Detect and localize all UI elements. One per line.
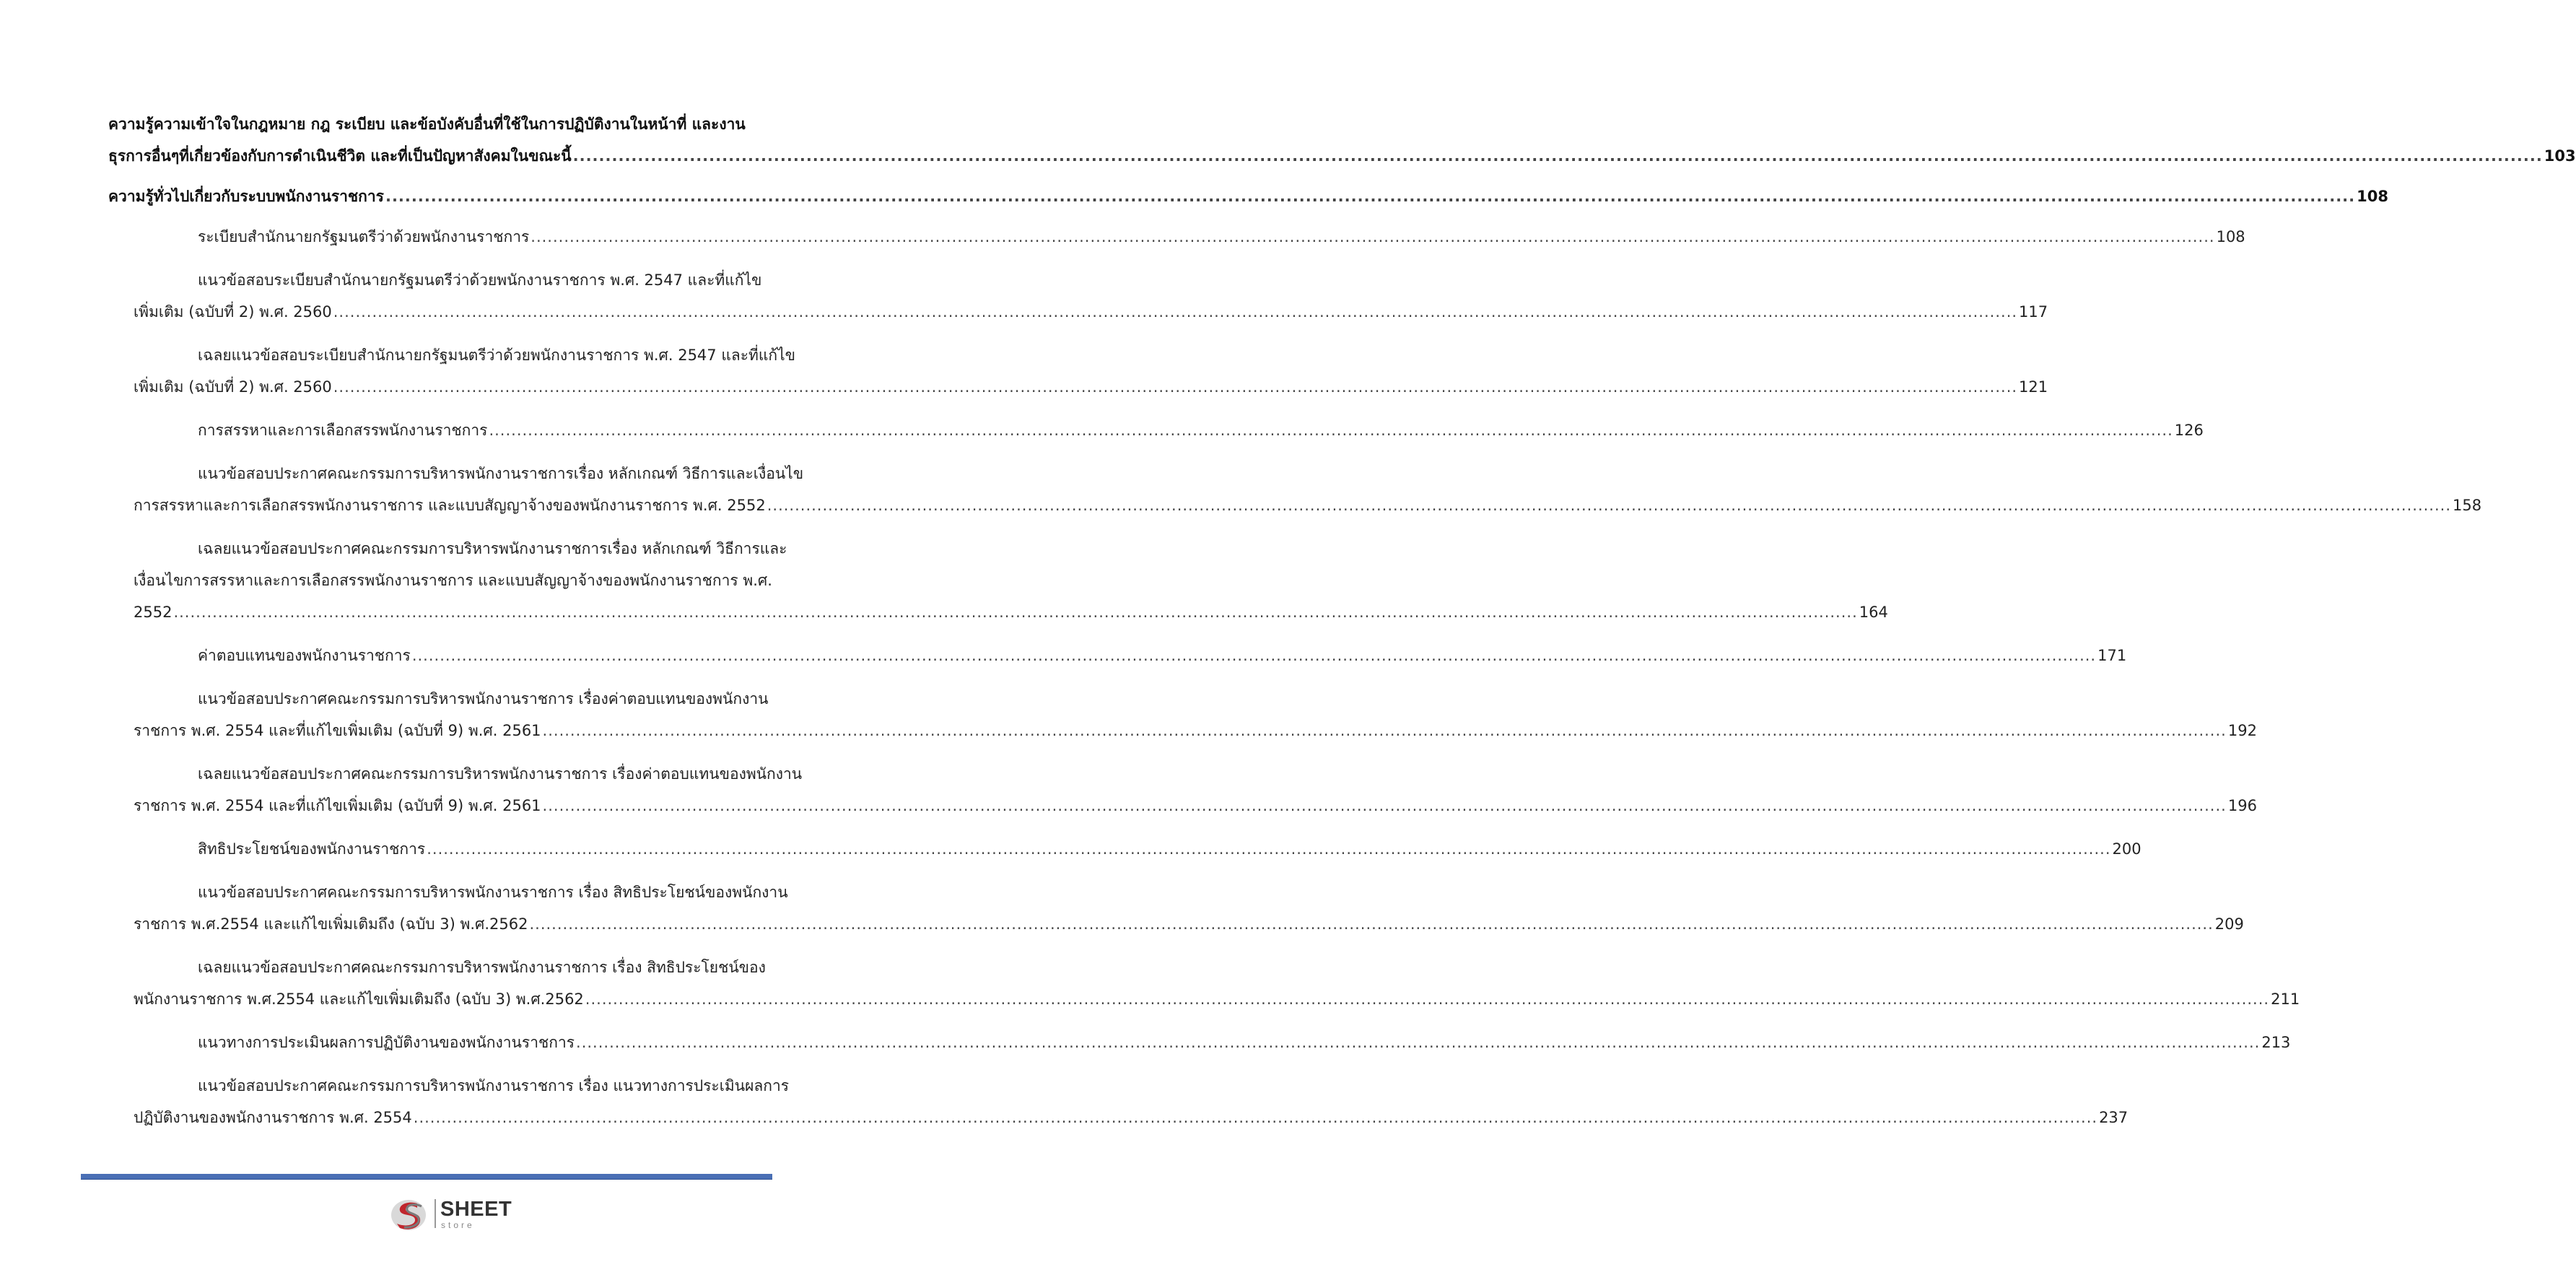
toc-entry[interactable] bbox=[108, 952, 2300, 1015]
toc-entry-text: ราชการ พ.ศ. 2554 และที่แก้ไขเพิ่มเติม (ฉบับที่ 9) พ.ศ. 2561 bbox=[134, 797, 541, 814]
toc-entry-text: แนวข้อสอบประกาศคณะกรรมการบริหารพนักงานราชการ เรื่อง แนวทางการประเมินผลการ bbox=[198, 1077, 790, 1094]
toc-entry[interactable] bbox=[108, 533, 1888, 628]
toc-entry-text: ราชการ พ.ศ. 2554 และที่แก้ไขเพิ่มเติม (ฉบับที่ 9) พ.ศ. 2561 bbox=[134, 722, 541, 739]
toc-entry-text: ราชการ พ.ศ.2554 และแก้ไขเพิ่มเติมถึง (ฉบับ 3) พ.ศ.2562 bbox=[134, 915, 528, 933]
toc-page-number: 213 bbox=[2261, 1034, 2291, 1051]
toc-page-number: 108 bbox=[2216, 228, 2245, 245]
toc-entry-text: ธุรการอื่นๆที่เกี่ยวข้องกับการดำเนินชีวิต และที่เป็นปัญหาสังคมในขณะนี้ bbox=[108, 147, 572, 165]
toc-page-number: 108 bbox=[2357, 188, 2388, 205]
toc-entry-text: เฉลยแนวข้อสอบประกาศคณะกรรมการบริหารพนักงานราชการ เรื่อง สิทธิประโยชน์ของ bbox=[198, 959, 766, 976]
toc-entry-text: เฉลยแนวข้อสอบประกาศคณะกรรมการบริหารพนักงานราชการเรื่อง หลักเกณฑ์ วิธีการและ bbox=[198, 540, 787, 557]
sheet-store-logo bbox=[390, 1196, 520, 1232]
dot-leader bbox=[384, 180, 2357, 212]
toc-page-number: 192 bbox=[2227, 722, 2257, 739]
toc-page-number: 103 bbox=[2544, 147, 2576, 165]
toc-entry-text: การสรรหาและการเลือกสรรพนักงานราชการ bbox=[198, 422, 488, 439]
toc-entry[interactable] bbox=[108, 833, 2141, 865]
toc-page-number: 209 bbox=[2214, 915, 2244, 933]
logo-subtext: store bbox=[441, 1220, 475, 1230]
toc-page-number: 196 bbox=[2227, 797, 2257, 814]
toc-entry-text: เงื่อนไขการสรรหาและการเลือกสรรพนักงานราชการ และแบบสัญญาจ้างของพนักงานราชการ พ.ศ. bbox=[134, 572, 772, 589]
toc-entry-text: เพิ่มเติม (ฉบับที่ 2) พ.ศ. 2560 bbox=[134, 303, 332, 321]
dot-leader bbox=[487, 414, 2174, 446]
toc-page-number: 121 bbox=[2019, 378, 2048, 396]
toc-page-number: 126 bbox=[2174, 422, 2204, 439]
toc-entry[interactable] bbox=[108, 876, 2244, 940]
toc-entry[interactable] bbox=[108, 221, 2245, 253]
dot-leader bbox=[172, 596, 1859, 628]
toc-page-number: 200 bbox=[2112, 840, 2141, 858]
toc-entry[interactable] bbox=[108, 108, 2576, 172]
toc-entry-text: แนวข้อสอบประกาศคณะกรรมการบริหารพนักงานราชการ เรื่อง สิทธิประโยชน์ของพนักงาน bbox=[198, 884, 788, 901]
footer-rule bbox=[81, 1174, 772, 1180]
toc-entry[interactable] bbox=[108, 339, 2048, 403]
toc-entry[interactable] bbox=[108, 640, 2127, 671]
dot-leader bbox=[425, 833, 2112, 865]
toc-page-number: 117 bbox=[2019, 303, 2048, 321]
dot-leader bbox=[541, 790, 2228, 822]
toc-entry-text: สิทธิประโยชน์ของพนักงานราชการ bbox=[198, 840, 426, 858]
dot-leader bbox=[584, 983, 2271, 1015]
toc-entry-text: ปฏิบัติงานของพนักงานราชการ พ.ศ. 2554 bbox=[134, 1109, 412, 1126]
dot-leader bbox=[332, 296, 2019, 328]
toc-entry-text: พนักงานราชการ พ.ศ.2554 และแก้ไขเพิ่มเติมถึง (ฉบับ 3) พ.ศ.2562 bbox=[134, 990, 584, 1008]
toc-entry-text: เฉลยแนวข้อสอบระเบียบสำนักนายกรัฐมนตรีว่าด้วยพนักงานราชการ พ.ศ. 2547 และที่แก้ไข bbox=[198, 347, 796, 364]
table-of-contents bbox=[108, 108, 2576, 1145]
toc-page-number: 237 bbox=[2099, 1109, 2129, 1126]
toc-entry[interactable] bbox=[108, 458, 2482, 521]
toc-entry-text: เพิ่มเติม (ฉบับที่ 2) พ.ศ. 2560 bbox=[134, 378, 332, 396]
dot-leader bbox=[528, 908, 2214, 940]
toc-entry-text: แนวข้อสอบประกาศคณะกรรมการบริหารพนักงานราชการ เรื่องค่าตอบแทนของพนักงาน bbox=[198, 690, 769, 707]
toc-entry-text: ค่าตอบแทนของพนักงานราชการ bbox=[198, 647, 411, 664]
toc-entry[interactable] bbox=[108, 758, 2257, 822]
dot-leader bbox=[575, 1027, 2261, 1058]
dot-leader bbox=[412, 1102, 2099, 1133]
dot-leader bbox=[529, 221, 2216, 253]
toc-entry-text: ระเบียบสำนักนายกรัฐมนตรีว่าด้วยพนักงานราชการ bbox=[198, 228, 530, 245]
dot-leader bbox=[332, 371, 2019, 403]
toc-entry-text: แนวข้อสอบระเบียบสำนักนายกรัฐมนตรีว่าด้วยพนักงานราชการ พ.ศ. 2547 และที่แก้ไข bbox=[198, 271, 762, 289]
toc-page-number: 164 bbox=[1859, 604, 1888, 621]
toc-entry[interactable] bbox=[108, 683, 2257, 746]
toc-entry-text: เฉลยแนวข้อสอบประกาศคณะกรรมการบริหารพนักงานราชการ เรื่องค่าตอบแทนของพนักงาน bbox=[198, 765, 803, 783]
toc-entry-text: การสรรหาและการเลือกสรรพนักงานราชการ และแบบสัญญาจ้างของพนักงานราชการ พ.ศ. 2552 bbox=[134, 497, 766, 514]
toc-page-number: 211 bbox=[2271, 990, 2300, 1008]
toc-entry-text: ความรู้ความเข้าใจในกฎหมาย กฎ ระเบียบ และข้อบังคับอื่นที่ใช้ในการปฏิบัติงานในหน้าที่ และงาน bbox=[108, 116, 746, 133]
toc-entry-text: แนวข้อสอบประกาศคณะกรรมการบริหารพนักงานราชการเรื่อง หลักเกณฑ์ วิธีการและเงื่อนไข bbox=[198, 465, 804, 482]
toc-entry[interactable] bbox=[108, 1027, 2291, 1058]
logo-separator bbox=[435, 1199, 436, 1228]
toc-entry[interactable] bbox=[108, 264, 2048, 328]
toc-entry-text: ความรู้ทั่วไปเกี่ยวกับระบบพนักงานราชการ bbox=[108, 188, 384, 205]
dot-leader bbox=[411, 640, 2097, 671]
logo-text: SHEET bbox=[440, 1198, 512, 1221]
toc-entry-text: แนวทางการประเมินผลการปฏิบัติงานของพนักงานราชการ bbox=[198, 1034, 575, 1051]
toc-entry[interactable] bbox=[108, 180, 2388, 212]
toc-entry[interactable] bbox=[108, 1070, 2129, 1133]
toc-entry-text: 2552 bbox=[134, 604, 173, 621]
toc-page-number: 158 bbox=[2453, 497, 2482, 514]
dot-leader bbox=[766, 489, 2453, 521]
dot-leader bbox=[541, 715, 2228, 746]
dot-leader bbox=[572, 140, 2544, 172]
toc-entry[interactable] bbox=[108, 414, 2204, 446]
sheet-store-logo-icon bbox=[390, 1196, 430, 1232]
toc-page-number: 171 bbox=[2097, 647, 2127, 664]
